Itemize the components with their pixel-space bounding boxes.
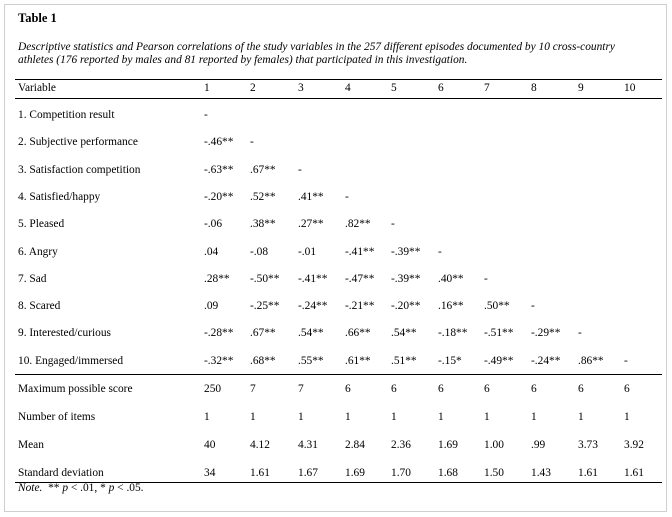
table-cell: - <box>438 246 442 258</box>
table-cell: 2.36 <box>391 439 411 451</box>
table-cell: .04 <box>204 246 219 258</box>
table-row <box>0 134 672 150</box>
table-cell: -.15* <box>438 355 462 367</box>
table-cell: -.32** <box>204 355 234 367</box>
table-label: Table 1 <box>18 11 57 25</box>
table-cell: 7 <box>298 383 304 395</box>
table-cell: .86** <box>578 355 604 367</box>
table-row <box>0 325 672 341</box>
table-cell: 1 <box>531 411 537 423</box>
row-label: Maximum possible score <box>18 383 133 395</box>
row-label: 5. Pleased <box>18 218 65 230</box>
table-cell: 1.69 <box>345 467 365 479</box>
table-cell: .40** <box>438 273 464 285</box>
table-cell: -.51** <box>484 327 514 339</box>
row-label: 2. Subjective performance <box>18 136 138 148</box>
table-cell: 4.12 <box>250 439 270 451</box>
table-cell: 6 <box>391 383 397 395</box>
table-cell: 1.70 <box>391 467 411 479</box>
table-cell: -.18** <box>438 327 468 339</box>
table-cell: 1.50 <box>484 467 504 479</box>
row-label: Mean <box>18 439 44 451</box>
row-label: 4. Satisfied/happy <box>18 191 101 203</box>
table-row <box>0 162 672 178</box>
table-cell: 1.67 <box>298 467 318 479</box>
table-cell: -.08 <box>250 246 269 258</box>
row-label: 7. Sad <box>18 273 47 285</box>
row-label: 1. Competition result <box>18 109 115 121</box>
table-cell: 1 <box>391 411 397 423</box>
table-row <box>0 189 672 205</box>
table-cell: 6 <box>578 383 584 395</box>
table-cell: 1 <box>250 411 256 423</box>
table-cell: -.63** <box>204 164 234 176</box>
table-cell: -.39** <box>391 273 421 285</box>
table-cell: -.47** <box>345 273 375 285</box>
table-cell: - <box>624 355 628 367</box>
table-cell: .82** <box>345 218 371 230</box>
table-cell: 1 <box>484 411 490 423</box>
table-cell: .61** <box>345 355 371 367</box>
table-cell: 1.68 <box>438 467 458 479</box>
note-p-2: p <box>108 482 115 494</box>
table-cell: 3 <box>298 82 304 94</box>
note-text-c: < .05. <box>114 482 144 494</box>
table-cell: 1.61 <box>624 467 644 479</box>
table-cell: - <box>298 164 302 176</box>
table-cell: .09 <box>204 300 219 312</box>
table-cell: .41** <box>298 191 324 203</box>
table-cell: 1.43 <box>531 467 551 479</box>
table-cell: - <box>250 136 254 148</box>
table-cell: -.06 <box>204 218 223 230</box>
table-cell: 6 <box>438 383 444 395</box>
note-label: Note. <box>18 482 43 494</box>
table-cell: .50** <box>484 300 510 312</box>
table-cell: 1 <box>204 82 210 94</box>
table-cell: .54** <box>391 327 417 339</box>
table-cell: 1 <box>345 411 351 423</box>
table-cell: 4 <box>345 82 351 94</box>
table-cell: 3.73 <box>578 439 598 451</box>
table-cell: .52** <box>250 191 276 203</box>
table-cell: .27** <box>298 218 324 230</box>
table-cell: -.25** <box>250 300 280 312</box>
table-row <box>0 107 672 123</box>
table-cell: -.29** <box>531 327 561 339</box>
section-rule <box>15 374 662 375</box>
table-cell: .28** <box>204 273 230 285</box>
table-row <box>0 244 672 260</box>
table-row <box>0 216 672 232</box>
table-note <box>18 482 144 494</box>
table-cell: 2 <box>250 82 256 94</box>
table-cell: 1 <box>578 411 584 423</box>
table-cell: - <box>391 218 395 230</box>
summary-row <box>0 437 672 453</box>
table-cell: - <box>345 191 349 203</box>
summary-row <box>0 409 672 425</box>
table-cell: 2.84 <box>345 439 365 451</box>
table-cell: -.41** <box>345 246 375 258</box>
table-cell: -.41** <box>298 273 328 285</box>
row-label: 9. Interested/curious <box>18 327 111 339</box>
table-cell: .51** <box>391 355 417 367</box>
table-cell: 6 <box>438 82 444 94</box>
table-cell: - <box>204 109 208 121</box>
table-row <box>0 271 672 287</box>
row-label: 10. Engaged/immersed <box>18 355 124 367</box>
table-cell: -.01 <box>298 246 317 258</box>
table-cell: 6 <box>531 383 537 395</box>
table-cell: 40 <box>204 439 216 451</box>
row-label: 3. Satisfaction competition <box>18 164 141 176</box>
row-label: Variable <box>18 82 56 94</box>
table-cell: 9 <box>578 82 584 94</box>
header-row <box>0 80 672 96</box>
row-label: Number of items <box>18 411 96 423</box>
table-cell: -.24** <box>531 355 561 367</box>
table-cell: 6 <box>484 383 490 395</box>
table-cell: 4.31 <box>298 439 318 451</box>
table-cell: .38** <box>250 218 276 230</box>
table-cell: 1.00 <box>484 439 504 451</box>
summary-row <box>0 465 672 481</box>
note-text-b: < .01, * <box>68 482 109 494</box>
note-text-a: ** <box>42 482 63 494</box>
table-cell: .67** <box>250 327 276 339</box>
table-cell: .16** <box>438 300 464 312</box>
table-cell: 6 <box>624 383 630 395</box>
table-cell: 1.61 <box>578 467 598 479</box>
table-cell: .54** <box>298 327 324 339</box>
table-cell: -.50** <box>250 273 280 285</box>
table-cell: 1.69 <box>438 439 458 451</box>
table-cell: -.20** <box>391 300 421 312</box>
table-cell: .66** <box>345 327 371 339</box>
table-cell: 3.92 <box>624 439 644 451</box>
table-cell: - <box>484 273 488 285</box>
row-label: 8. Scared <box>18 300 61 312</box>
table-cell: 250 <box>204 383 222 395</box>
table-row <box>0 353 672 369</box>
table-cell: 1 <box>438 411 444 423</box>
table-cell: - <box>531 300 535 312</box>
note-p-1: p <box>62 482 69 494</box>
table-cell: .55** <box>298 355 324 367</box>
table-cell: .99 <box>531 439 546 451</box>
header-rule <box>15 98 662 99</box>
table-cell: 8 <box>531 82 537 94</box>
table-cell: 1.61 <box>250 467 270 479</box>
table-cell: -.28** <box>204 327 234 339</box>
table-cell: 7 <box>250 383 256 395</box>
table-cell: -.46** <box>204 136 234 148</box>
table-cell: 7 <box>484 82 490 94</box>
table-cell: -.20** <box>204 191 234 203</box>
table-cell: .67** <box>250 164 276 176</box>
table-cell: 10 <box>624 82 636 94</box>
table-cell: -.21** <box>345 300 375 312</box>
row-label: 6. Angry <box>18 246 58 258</box>
table-cell: -.24** <box>298 300 328 312</box>
table-cell: .68** <box>250 355 276 367</box>
summary-row <box>0 381 672 397</box>
table-cell: - <box>578 327 582 339</box>
row-label: Standard deviation <box>18 467 104 479</box>
table-cell: 1 <box>298 411 304 423</box>
table-cell: 6 <box>345 383 351 395</box>
table-caption: Descriptive statistics and Pearson correlations of the study variables in the 257 different episodes documented by 10 cross-country athletes (176 reported by males and 81 reported by females) that participated in this investigation. <box>18 41 615 66</box>
table-row <box>0 298 672 314</box>
table-cell: 1 <box>204 411 210 423</box>
table-cell: 5 <box>391 82 397 94</box>
table-cell: -.39** <box>391 246 421 258</box>
table-cell: -.49** <box>484 355 514 367</box>
table-cell: 34 <box>204 467 216 479</box>
table-cell: 1 <box>624 411 630 423</box>
